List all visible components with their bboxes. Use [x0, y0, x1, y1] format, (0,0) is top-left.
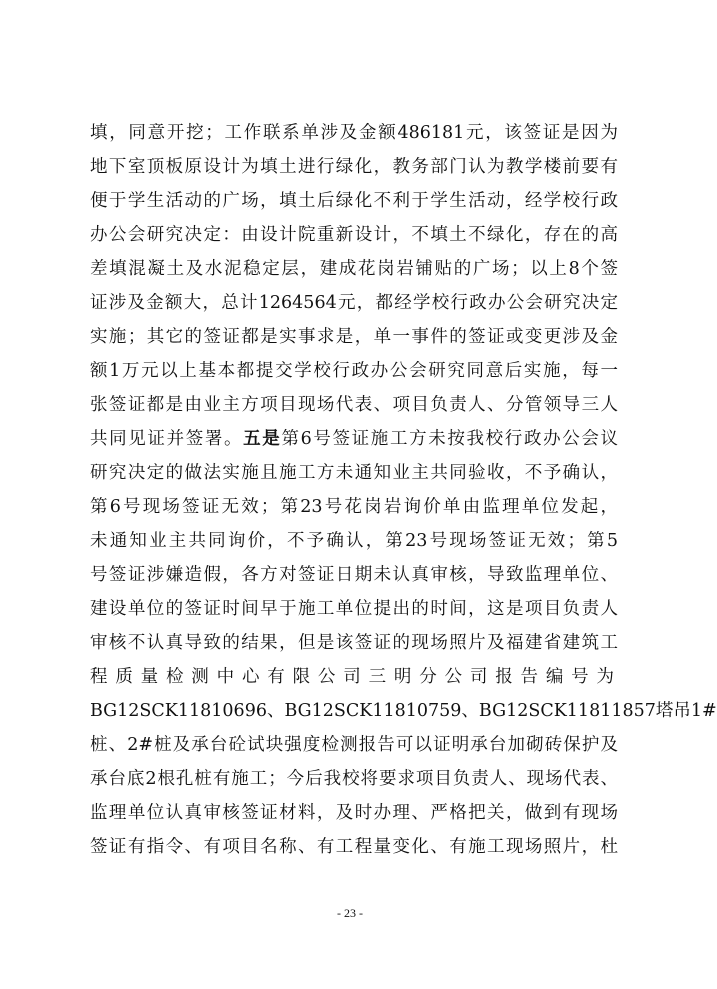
text-line: 第6号现场签证无效；第23号花岗岩询价单由监理单位发起， [90, 497, 618, 517]
text-line: 程质量检测中心有限公司三明分公司报告编号为 [90, 667, 618, 687]
text-line: 监理单位认真审核签证材料，及时办理、严格把关，做到有现场 [90, 803, 618, 823]
text-line: 签证有指令、有项目名称、有工程量变化、有施工现场照片，杜 [90, 837, 618, 857]
text-line: 审核不认真导致的结果，但是该签证的现场照片及福建省建筑工 [90, 633, 618, 653]
text-line: 张签证都是由业主方项目现场代表、项目负责人、分管领导三人 [90, 395, 618, 415]
bold-marker: 五是 [243, 429, 282, 449]
text-line: 实施；其它的签证都是实事求是，单一事件的签证或变更涉及金 [90, 327, 618, 347]
page-number: - 23 - [337, 906, 363, 920]
text-line [90, 424, 618, 454]
text-line: 额1万元以上基本都提交学校行政办公会研究同意后实施，每一 [90, 361, 618, 381]
text-segment: 共同见证并签署。 [90, 429, 244, 449]
text-line: 号签证涉嫌造假，各方对签证日期未认真审核，导致监理单位、 [90, 565, 618, 585]
text-line: 承台底2根孔桩有施工；今后我校将要求项目负责人、现场代表、 [90, 769, 618, 789]
text-line: 地下室顶板原设计为填土进行绿化，教务部门认为教学楼前要有 [90, 157, 618, 177]
text-line: 填，同意开挖；工作联系单涉及金额486181元，该签证是因为 [90, 123, 618, 143]
text-line: 差填混凝土及水泥稳定层，建成花岗岩铺贴的广场；以上8个签 [90, 259, 618, 279]
text-line: 桩、2#桩及承台砼试块强度检测报告可以证明承台加砌砖保护及 [90, 735, 618, 755]
text-line: 未通知业主共同询价，不予确认，第23号现场签证无效；第5 [90, 531, 618, 551]
text-segment: 第6号签证施工方未按我校行政办公会议 [281, 429, 619, 449]
text-line: 证涉及金额大，总计1264564元，都经学校行政办公会研究决定 [90, 293, 618, 313]
text-line: 建设单位的签证时间早于施工单位提出的时间，这是项目负责人 [90, 599, 618, 619]
text-line: BG12SCK11810696、BG12SCK11810759、BG12SCK11811857塔吊1# [90, 701, 717, 721]
text-line: 研究决定的做法实施且施工方未通知业主共同验收，不予确认， [90, 463, 618, 483]
text-line: 便于学生活动的广场，填土后绿化不利于学生活动，经学校行政 [90, 191, 618, 211]
text-line: 办公会研究决定：由设计院重新设计，不填土不绿化，存在的高 [90, 225, 618, 245]
